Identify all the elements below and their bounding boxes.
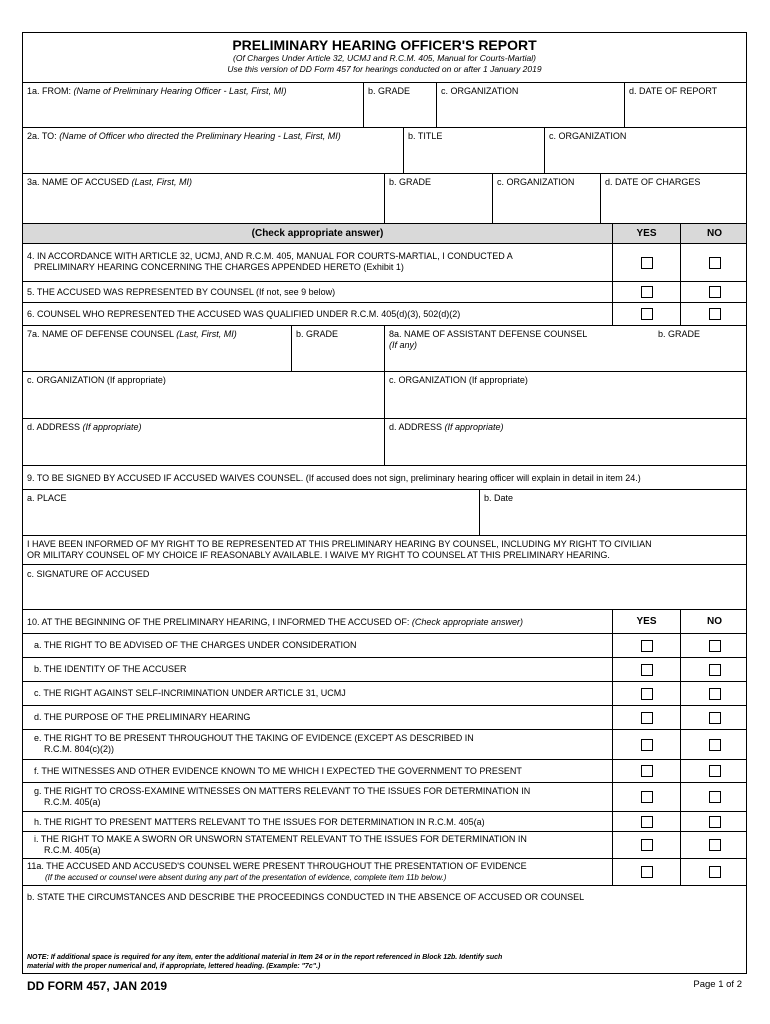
checkbox[interactable] [641,816,653,828]
date-of-report-field[interactable] [624,83,748,127]
right-g-no[interactable] [680,783,748,811]
waiver-line-1: I HAVE BEEN INFORMED OF MY RIGHT TO BE REPRESENTED AT THIS PRELIMINARY HEARING BY COUNSEL, INCLUDING MY RIGHT TO CIVILIAN [27,539,652,549]
accused-grade-label: b. GRADE [389,177,432,187]
item-4-yes[interactable] [612,244,680,281]
assistant-counsel-address-field[interactable] [384,419,748,465]
item-9-text: 9. TO BE SIGNED BY ACCUSED IF ACCUSED WAIVES COUNSEL. (If accused does not sign, preliminary hearing officer will explain in detail in item 24.) [27,473,641,483]
item-10-text [23,610,612,633]
item-9-row [23,466,746,490]
checkbox[interactable] [709,640,721,652]
checkbox[interactable] [641,640,653,652]
checkbox[interactable] [709,257,721,269]
checkbox[interactable] [709,765,721,777]
to-organization-label: c. ORGANIZATION [549,131,627,141]
defense-counsel-label: 7a. NAME OF DEFENSE COUNSEL [27,329,177,339]
check-header-label: (Check appropriate answer) [251,228,384,239]
from-grade-field[interactable] [363,83,436,127]
defense-counsel-hint: (Last, First, MI) [176,329,237,339]
accused-name-field[interactable] [23,174,384,223]
assistant-counsel-address-label: d. ADDRESS [389,422,445,432]
note-line-1: NOTE: If additional space is required for any item, enter the additional material in Item 24 or in the report referenced in Block 12b. Identify such [27,954,503,961]
no-header: NO [680,224,748,243]
check-header-row [23,224,746,244]
item-6-text: 6. COUNSEL WHO REPRESENTED THE ACCUSED WAS QUALIFIED UNDER R.C.M. 405(d)(3), 502(d)(2) [27,309,461,319]
right-d-row [23,706,746,730]
right-d-yes[interactable] [612,706,680,729]
to-organization-field[interactable] [544,128,748,173]
right-h-yes[interactable] [612,812,680,831]
item-11a-text [23,859,612,885]
checkbox[interactable] [709,712,721,724]
form-container [22,32,747,974]
defense-counsel-grade-label: b. GRADE [296,329,339,339]
checkbox[interactable] [709,839,721,851]
item-11a-no[interactable] [680,859,748,885]
assistant-counsel-address-hint: (If appropriate) [444,422,504,432]
right-c-no[interactable] [680,682,748,705]
right-g-row [23,783,746,812]
page-number: Page 1 of 2 [693,979,742,990]
right-h-row [23,812,746,832]
right-f-yes[interactable] [612,760,680,782]
right-c-text: c. THE RIGHT AGAINST SELF-INCRIMINATION UNDER ARTICLE 31, UCMJ [34,688,346,698]
right-i-row [23,832,746,859]
item-11a-line-1: 11a. THE ACCUSED AND ACCUSED'S COUNSEL WERE PRESENT THROUGHOUT THE PRESENTATION OF EVIDENCE [27,861,527,871]
assistant-counsel-hint: (If any) [389,340,418,350]
right-b-row [23,658,746,682]
row-place-date [23,490,746,536]
row-counsel-address [23,419,746,466]
item-11b-text: b. STATE THE CIRCUMSTANCES AND DESCRIBE THE PROCEEDINGS CONDUCTED IN THE ABSENCE OF ACCUSED OR COUNSEL [27,892,585,902]
assistant-counsel-grade-field[interactable] [654,326,748,371]
from-organization-field[interactable] [436,83,624,127]
assistant-counsel-grade-label: b. GRADE [658,329,701,339]
to-name-label: 2a. TO: [27,131,60,141]
place-field[interactable] [23,490,479,535]
right-h-text: h. THE RIGHT TO PRESENT MATTERS RELEVANT TO THE ISSUES FOR DETERMINATION IN R.C.M. 405(a) [34,817,485,827]
checkbox[interactable] [709,739,721,751]
to-title-field[interactable] [403,128,544,173]
right-b-yes[interactable] [612,658,680,681]
to-name-field[interactable] [23,128,403,173]
item-4-row [23,244,746,282]
date-of-report-label: d. DATE OF REPORT [629,86,718,96]
defense-counsel-address-field[interactable] [23,419,384,465]
right-b-no[interactable] [680,658,748,681]
item-5-row [23,282,746,303]
right-i-text [23,832,612,858]
waiver-row [23,536,746,565]
row-accused [23,174,746,224]
item-10-yes-header: YES [612,610,680,633]
right-d-text: d. THE PURPOSE OF THE PRELIMINARY HEARING [34,712,251,722]
right-b-text: b. THE IDENTITY OF THE ACCUSER [34,664,187,674]
right-a-row [23,634,746,658]
right-i-line-1: i. THE RIGHT TO MAKE A SWORN OR UNSWORN STATEMENT RELEVANT TO THE ISSUES FOR DETERMINATION IN [34,834,527,844]
checkbox[interactable] [709,791,721,803]
right-e-row [23,730,746,760]
checkbox[interactable] [641,257,653,269]
form-subtitle-2: Use this version of DD Form 457 for hearings conducted on or after 1 January 2019 [227,64,542,74]
right-c-yes[interactable] [612,682,680,705]
assistant-counsel-name-field[interactable] [384,326,654,371]
right-e-no[interactable] [680,730,748,759]
from-grade-label: b. GRADE [368,86,411,96]
signature-row[interactable] [23,565,746,610]
right-a-yes[interactable] [612,634,680,657]
defense-counsel-org-field[interactable] [23,372,384,418]
right-h-no[interactable] [680,812,748,831]
right-e-line-1: e. THE RIGHT TO BE PRESENT THROUGHOUT THE TAKING OF EVIDENCE (EXCEPT AS DESCRIBED IN [34,733,474,743]
checkbox[interactable] [709,866,721,878]
right-a-text: a. THE RIGHT TO BE ADVISED OF THE CHARGES UNDER CONSIDERATION [34,640,357,650]
to-name-hint: (Name of Officer who directed the Preliminary Hearing - Last, First, MI) [59,131,341,141]
right-i-yes[interactable] [612,832,680,858]
accused-organization-field[interactable] [492,174,600,223]
checkbox[interactable] [641,688,653,700]
accused-organization-label: c. ORGANIZATION [497,177,575,187]
defense-counsel-address-label: d. ADDRESS [27,422,83,432]
item-5-yes[interactable] [612,282,680,302]
date-of-charges-label: d. DATE OF CHARGES [605,177,701,187]
accused-grade-field[interactable] [384,174,492,223]
item-4-text [23,244,612,281]
right-g-line-2: R.C.M. 405(a) [44,797,101,807]
form-title-block [23,33,746,83]
item-5-text: 5. THE ACCUSED WAS REPRESENTED BY COUNSEL (If not, see 9 below) [27,287,336,297]
item-4-no[interactable] [680,244,748,281]
right-f-text: f. THE WITNESSES AND OTHER EVIDENCE KNOWN TO ME WHICH I EXPECTED THE GOVERNMENT TO PRESENT [34,766,522,776]
accused-name-label: 3a. NAME OF ACCUSED [27,177,132,187]
checkbox[interactable] [709,286,721,298]
defense-counsel-grade-field[interactable] [291,326,384,371]
waiver-text [27,539,652,561]
from-name-label: 1a. FROM: [27,86,74,96]
assistant-counsel-org-field[interactable] [384,372,748,418]
right-e-line-2: R.C.M. 804(c)(2)) [44,744,115,754]
item-10-row [23,610,746,634]
right-g-text [23,783,612,811]
item-11a-hint: (If the accused or counsel were absent during any part of the presentation of evidence, complete item 11b below.) [45,873,447,882]
row-to [23,128,746,174]
checkbox[interactable] [641,739,653,751]
right-d-no[interactable] [680,706,748,729]
note-line-2: material with the proper numerical and, if appropriate, lettered heading. (Example: "7c".) [27,963,321,970]
date-field[interactable] [479,490,748,535]
checkbox[interactable] [641,791,653,803]
from-name-field[interactable] [23,83,363,127]
place-label: a. PLACE [27,493,67,503]
right-a-no[interactable] [680,634,748,657]
checkbox[interactable] [709,688,721,700]
item-6-yes[interactable] [612,303,680,325]
form-subtitle-1: (Of Charges Under Article 32, UCMJ and R.C.M. 405, Manual for Courts-Martial) [233,53,536,63]
right-g-line-1: g. THE RIGHT TO CROSS-EXAMINE WITNESSES ON MATTERS RELEVANT TO THE ISSUES FOR DETERMINATION IN [34,786,531,796]
item-6-no[interactable] [680,303,748,325]
right-i-line-2: R.C.M. 405(a) [44,845,101,855]
defense-counsel-org-label: c. ORGANIZATION (If appropriate) [27,375,166,385]
from-organization-label: c. ORGANIZATION [441,86,519,96]
accused-name-hint: (Last, First, MI) [131,177,193,187]
assistant-counsel-label: 8a. NAME OF ASSISTANT DEFENSE COUNSEL [389,329,588,339]
assistant-counsel-org-label: c. ORGANIZATION (If appropriate) [389,375,528,385]
yes-header: YES [612,224,680,243]
row-counsel [23,326,746,372]
right-c-row [23,682,746,706]
row-from [23,83,746,128]
defense-counsel-name-field[interactable] [23,326,291,371]
checkbox[interactable] [641,765,653,777]
item-11b-row[interactable] [23,886,746,975]
checkbox[interactable] [641,839,653,851]
checkbox[interactable] [641,712,653,724]
item-10-hint: (Check appropriate answer) [411,617,523,627]
item-10-no-header: NO [680,610,748,633]
right-e-yes[interactable] [612,730,680,759]
to-title-label: b. TITLE [408,131,443,141]
right-f-row [23,760,746,783]
item-6-row [23,303,746,326]
item-4-line-2: PRELIMINARY HEARING CONCERNING THE CHARGES APPENDED HERETO (Exhibit 1) [34,262,404,272]
right-f-no[interactable] [680,760,748,782]
right-g-yes[interactable] [612,783,680,811]
date-of-charges-field[interactable] [600,174,748,223]
signature-label: c. SIGNATURE OF ACCUSED [27,569,150,579]
checkbox[interactable] [709,664,721,676]
waiver-line-2: OR MILITARY COUNSEL OF MY CHOICE IF REASONABLY AVAILABLE. I WAIVE MY RIGHT TO COUNSEL AT THIS PRELIMINARY HEARING. [27,550,610,560]
defense-counsel-address-hint: (If appropriate) [82,422,142,432]
item-10-label: 10. AT THE BEGINNING OF THE PRELIMINARY HEARING, I INFORMED THE ACCUSED OF: [27,617,412,627]
checkbox[interactable] [641,866,653,878]
checkbox[interactable] [641,664,653,676]
row-counsel-org [23,372,746,419]
item-11a-yes[interactable] [612,859,680,885]
checkbox[interactable] [709,816,721,828]
date-label: b. Date [484,493,514,503]
right-e-text [23,730,612,759]
form-id: DD FORM 457, JAN 2019 [27,979,168,993]
from-name-hint: (Name of Preliminary Hearing Officer - Last, First, MI) [73,86,287,96]
item-5-no[interactable] [680,282,748,302]
right-i-no[interactable] [680,832,748,858]
item-11a-row [23,859,746,886]
form-title: PRELIMINARY HEARING OFFICER'S REPORT [232,37,537,53]
checkbox[interactable] [709,308,721,320]
item-4-line-1: 4. IN ACCORDANCE WITH ARTICLE 32, UCMJ, AND R.C.M. 405, MANUAL FOR COURTS-MARTIAL, I CONDUCTED A [27,251,513,261]
checkbox[interactable] [641,286,653,298]
checkbox[interactable] [641,308,653,320]
